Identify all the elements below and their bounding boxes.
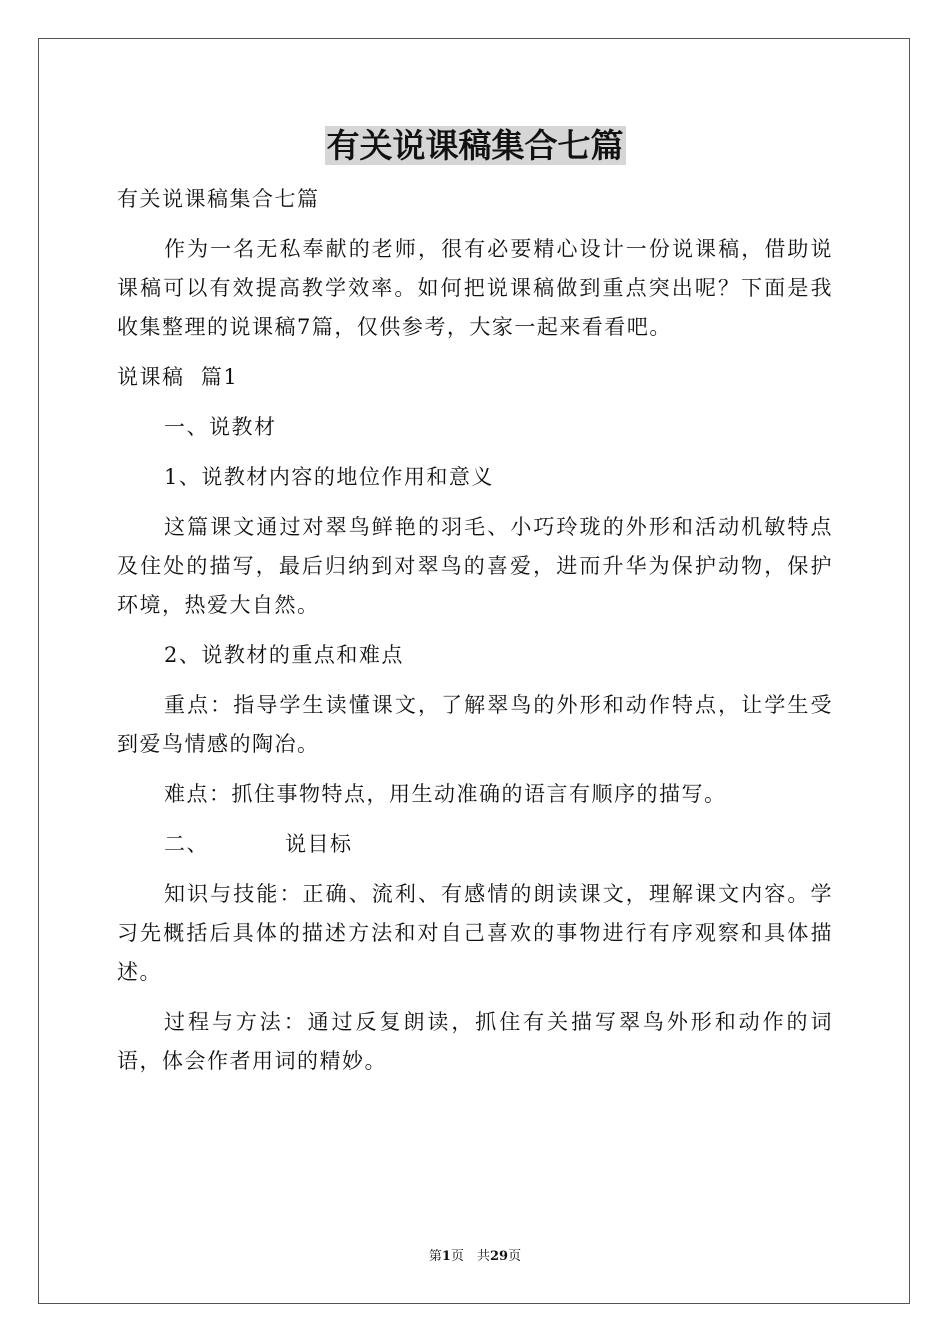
current-page-number: 1 xyxy=(441,1249,451,1264)
paragraph-process-methods: 过程与方法：通过反复朗读，抓住有关描写翠鸟外形和动作的词语，体会作者用词的精妙。 xyxy=(117,1010,833,1073)
total-page-number: 29 xyxy=(489,1249,509,1264)
page-prefix: 第 xyxy=(428,1249,442,1264)
heading-number: 二、 xyxy=(164,832,209,856)
heading-shuo-jiaocai: 一、说教材 xyxy=(164,415,277,439)
page-suffix: 页 xyxy=(508,1249,522,1264)
subheading-1: 1、说教材内容的地位作用和意义 xyxy=(164,465,494,489)
section-heading-chapter-1: 说课稿 篇1 xyxy=(117,365,239,389)
subheading-2: 2、说教材的重点和难点 xyxy=(164,643,404,667)
document-title-text: 有关说课稿集合七篇 xyxy=(326,126,624,165)
subtitle-line: 有关说课稿集合七篇 xyxy=(117,187,320,211)
paragraph-content-significance: 这篇课文通过对翠鸟鲜艳的羽毛、小巧玲珑的外形和活动机敏特点及住处的描写，最后归纳到对翠鸟的喜爱，进而升华为保护动物，保护环境，热爱大自然。 xyxy=(117,515,833,617)
page-footer xyxy=(0,1248,950,1266)
heading-label: 说目标 xyxy=(285,832,353,856)
paragraph-difficulties: 难点：抓住事物特点，用生动准确的语言有顺序的描写。 xyxy=(164,782,727,806)
paragraph-key-points: 重点：指导学生读懂课文，了解翠鸟的外形和动作特点，让学生受到爱鸟情感的陶冶。 xyxy=(117,693,833,756)
document-body xyxy=(117,180,833,1092)
intro-paragraph: 作为一名无私奉献的老师，很有必要精心设计一份说课稿，借助说课稿可以有效提高教学效率。如何把说课稿做到重点突出呢？下面是我收集整理的说课稿7篇，仅供参考，大家一起来看看吧。 xyxy=(117,237,833,339)
paragraph-knowledge-skills: 知识与技能：正确、流利、有感情的朗读课文，理解课文内容。学习先概括后具体的描述方法和对自己喜欢的事物进行有序观察和具体描述。 xyxy=(117,882,833,984)
document-title xyxy=(0,124,950,168)
heading-shuo-mubiao xyxy=(117,825,833,864)
page-mid: 页 共 xyxy=(450,1249,490,1264)
